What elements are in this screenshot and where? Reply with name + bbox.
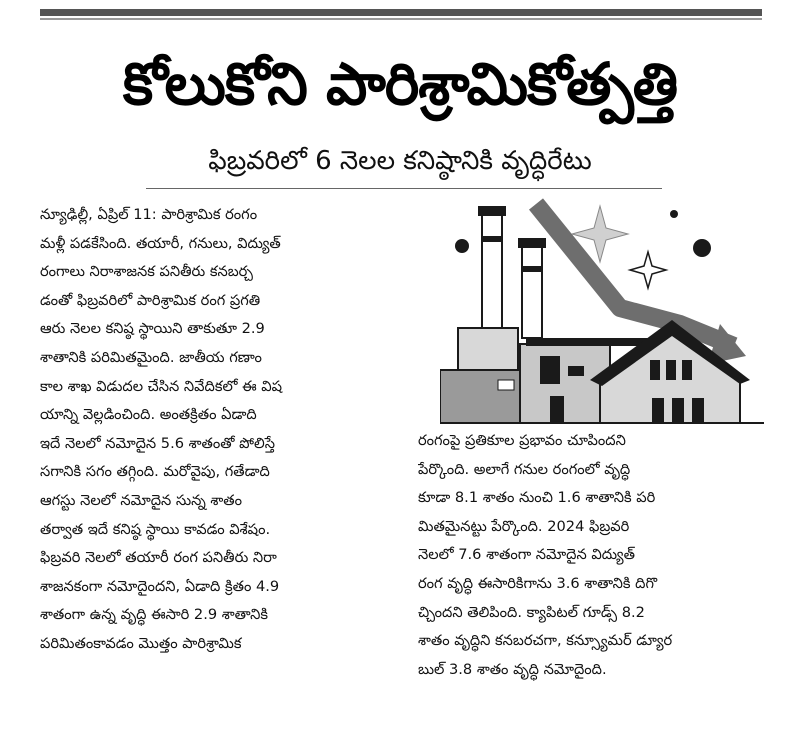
article-line: బుల్ 3.8 శాతం వృద్ధి నమోదైంది. [418,660,607,678]
article-line: రంగ వృద్ధి ఈసారికిగాను 3.6 శాతానికి దిగొ [418,574,658,592]
article-line: శాతంగా ఉన్న వృద్ధి ఈసారి 2.9 శాతానికి [40,606,268,624]
article-line: శాతానికి పరిమితమైంది. జాతీయ గణాం [40,348,262,366]
article-line: ఆగస్టు నెలలో నమోదైన సున్న శాతం [40,491,243,509]
article-line: రంగంపై ప్రతికూల ప్రభావం చూపిందని [418,432,626,449]
article-line: పరిమితంకావడం మొత్తం పారిశ్రామిక [40,634,242,652]
top-rule [40,9,762,16]
article-line: యాన్ని వెల్లడించింది. అంతక్రితం ఏడాది [40,406,257,424]
article-line: ఆరు నెలల కనిష్ఠ స్థాయిని తాకుతూ 2.9 [40,320,265,338]
article-line: ఫిబ్రవరి నెలలో తయారీ రంగ పనితీరు నిరా [40,549,277,567]
article-line: ఇదే నెలలో నమోదైన 5.6 శాతంతో పోలిస్తే [40,434,275,452]
factory-decline-icon [440,196,764,424]
article-line: రంగాలు నిరాశాజనక పనితీరు కనబర్చ [40,263,253,281]
article-line: మళ్లీ పడకేసింది. తయారీ, గనులు, విద్యుత్ [40,234,281,252]
article-column-left [40,201,386,659]
article-line: సగానికి సగం తగ్గింది. మరోవైపు, గతేడాది [40,463,270,481]
article-line: నెలలో 7.6 శాతంగా నమోదైన విద్యుత్ [418,546,635,564]
subheadline-rule [146,188,662,189]
article-line: న్యూఢిల్లీ, ఏప్రిల్ 11: పారిశ్రామిక రంగం [40,206,258,223]
article-line: తర్వాత ఇదే కనిష్ఠ స్థాయి కావడం విశేషం. [40,520,271,538]
article-column-right [418,427,764,684]
article-line: కాల శాఖ విడుదల చేసిన నివేదికలో ఈ విష [40,377,283,395]
headline: కోలుకోని పారిశ్రామికోత్పత్తి [122,50,678,118]
article-line: శాజనకంగా నమోదైందని, ఏడాది క్రితం 4.9 [40,577,280,595]
subheadline: ఫిబ్రవరిలో 6 నెలల కనిష్ఠానికి వృద్ధిరేటు [208,146,592,176]
article-line: చ్చిందని తెలిపింది. క్యాపిటల్ గూడ్స్ 8.2 [418,603,645,621]
top-rule-thin [40,18,762,20]
article-line: మితమైనట్టు పేర్కొంది. 2024 ఫిబ్రవరి [418,517,630,535]
article-line: కూడా 8.1 శాతం నుంచి 1.6 శాతానికి పరి [418,489,656,507]
article-line: డంతో ఫిబ్రవరిలో పారిశ్రామిక రంగ ప్రగతి [40,291,261,309]
article-line: పేర్కొంది. అలాగే గనుల రంగంలో వృద్ధి [418,460,631,478]
article-line: శాతం వృద్ధిని కనబరచగా, కన్స్యూమర్ డ్యూర [418,632,673,650]
